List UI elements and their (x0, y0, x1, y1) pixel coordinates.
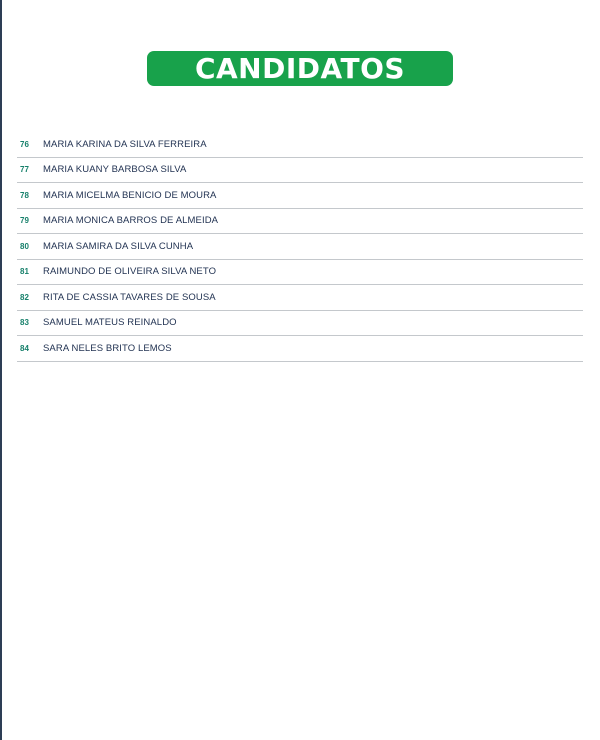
candidate-number: 76 (20, 139, 29, 149)
candidate-list (17, 132, 583, 362)
left-border-rule (0, 0, 2, 740)
title-banner (147, 51, 453, 86)
candidate-number: 78 (20, 190, 29, 200)
list-item (17, 234, 583, 260)
candidate-name: MARIA SAMIRA DA SILVA CUNHA (43, 240, 194, 252)
candidate-name: RAIMUNDO DE OLIVEIRA SILVA NETO (43, 266, 217, 278)
candidate-number: 82 (20, 292, 29, 302)
candidate-name: SARA NELES BRITO LEMOS (43, 342, 172, 354)
page-title: CANDIDATOS (194, 51, 406, 85)
list-item (17, 260, 583, 286)
candidate-number: 84 (20, 343, 29, 353)
list-item (17, 132, 583, 158)
list-item (17, 209, 583, 235)
list-item (17, 311, 583, 337)
list-item (17, 336, 583, 362)
candidate-name: MARIA MONICA BARROS DE ALMEIDA (43, 215, 219, 227)
list-item (17, 183, 583, 209)
candidate-number: 79 (20, 216, 29, 226)
candidate-number: 81 (20, 267, 29, 277)
candidate-number: 80 (20, 241, 29, 251)
candidate-number: 83 (20, 318, 29, 328)
candidate-name: RITA DE CASSIA TAVARES DE SOUSA (43, 291, 216, 303)
list-item (17, 158, 583, 184)
candidate-name: MARIA KUANY BARBOSA SILVA (43, 164, 187, 176)
candidate-name: SAMUEL MATEUS REINALDO (43, 317, 177, 329)
list-item (17, 285, 583, 311)
candidate-number: 77 (20, 165, 29, 175)
candidate-name: MARIA KARINA DA SILVA FERREIRA (43, 138, 207, 150)
candidate-name: MARIA MICELMA BENICIO DE MOURA (43, 189, 217, 201)
